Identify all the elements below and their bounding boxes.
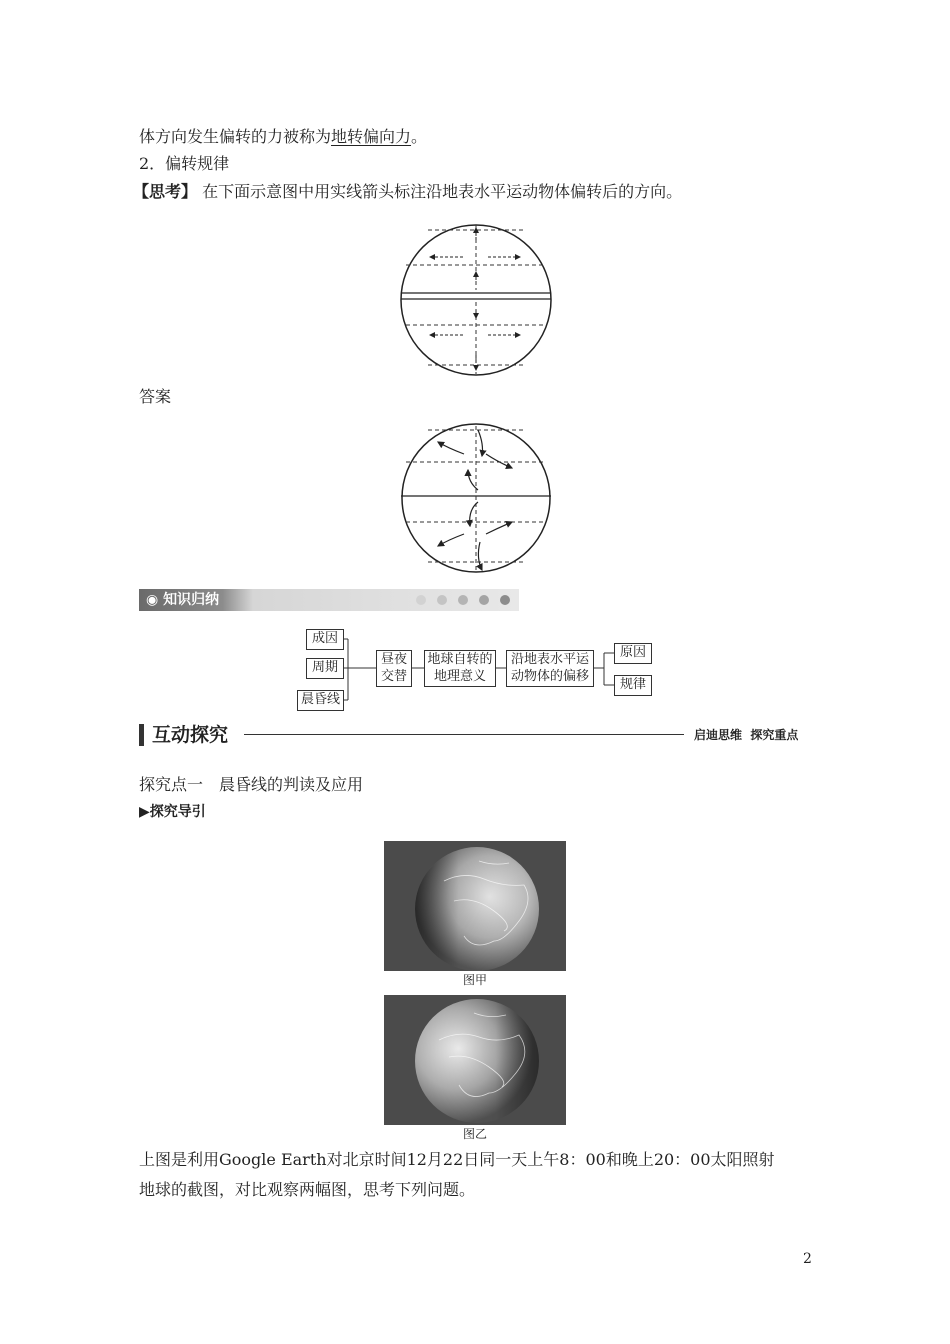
think-text: 在下面示意图中用实线箭头标注沿地表水平运动物体偏转后的方向。 — [202, 182, 683, 201]
concept-box-day-night — [376, 650, 412, 687]
caption-figure-b: 图乙 — [462, 1127, 487, 1141]
section-header-bar — [139, 724, 144, 746]
concept-box-geo-significance — [424, 650, 496, 687]
concept-box-deflection-line1: 沿地表水平运 — [510, 652, 589, 667]
line1-suffix: 。 — [411, 127, 428, 146]
section-header-title: 互动探究 — [152, 724, 229, 746]
concept-box-day-night-line2: 交替 — [380, 669, 407, 684]
section-header-rule — [244, 734, 684, 735]
think-tag: 【思考】 — [133, 182, 198, 201]
term-coriolis-force: 地转偏向力 — [331, 127, 412, 146]
explore-guide: ▶探究导引 — [139, 804, 206, 820]
explore-point-title: 探究点一 晨昏线的判读及应用 — [139, 775, 364, 794]
earth-image-a — [384, 841, 566, 971]
line-1 — [139, 125, 427, 149]
think-line — [133, 180, 682, 204]
banner-dot — [500, 595, 510, 605]
explore-paragraph-line1: 上图是利用Google Earth对北京时间12月22日同一天上午8：00和晚上20：00太阳照射 — [139, 1150, 775, 1169]
knowledge-summary-title: ◉ 知识归纳 — [146, 592, 220, 608]
section-header-right: 启迪思维 探究重点 — [694, 728, 799, 742]
concept-box-deflection — [506, 650, 594, 687]
concept-box-reason: 原因 — [614, 643, 652, 664]
page-number: 2 — [803, 1251, 812, 1267]
section-2-heading: 2．偏转规律 — [139, 154, 230, 173]
banner-dot — [458, 595, 468, 605]
caption-figure-a: 图甲 — [462, 973, 487, 987]
banner-dot — [437, 595, 447, 605]
answer-label: 答案 — [139, 387, 172, 406]
concept-box-cause: 成因 — [306, 629, 344, 650]
explore-paragraph-line2: 地球的截图，对比观察两幅图，思考下列问题。 — [139, 1180, 476, 1199]
concept-box-deflection-line2: 动物体的偏移 — [510, 669, 589, 684]
concept-box-rule: 规律 — [614, 675, 652, 696]
banner-dot — [479, 595, 489, 605]
earth-image-b — [384, 995, 566, 1125]
concept-box-terminator: 晨昏线 — [297, 690, 344, 711]
concept-box-geo-line1: 地球自转的 — [427, 652, 493, 667]
deflection-question-diagram — [398, 220, 554, 380]
banner-dot — [416, 595, 426, 605]
concept-box-day-night-line1: 昼夜 — [380, 652, 407, 667]
banner-dot — [395, 595, 405, 605]
line1-prefix: 体方向发生偏转的力被称为 — [139, 127, 332, 146]
concept-box-period: 周期 — [306, 658, 344, 679]
concept-box-geo-line2: 地理意义 — [433, 669, 486, 684]
deflection-answer-diagram — [398, 422, 554, 578]
